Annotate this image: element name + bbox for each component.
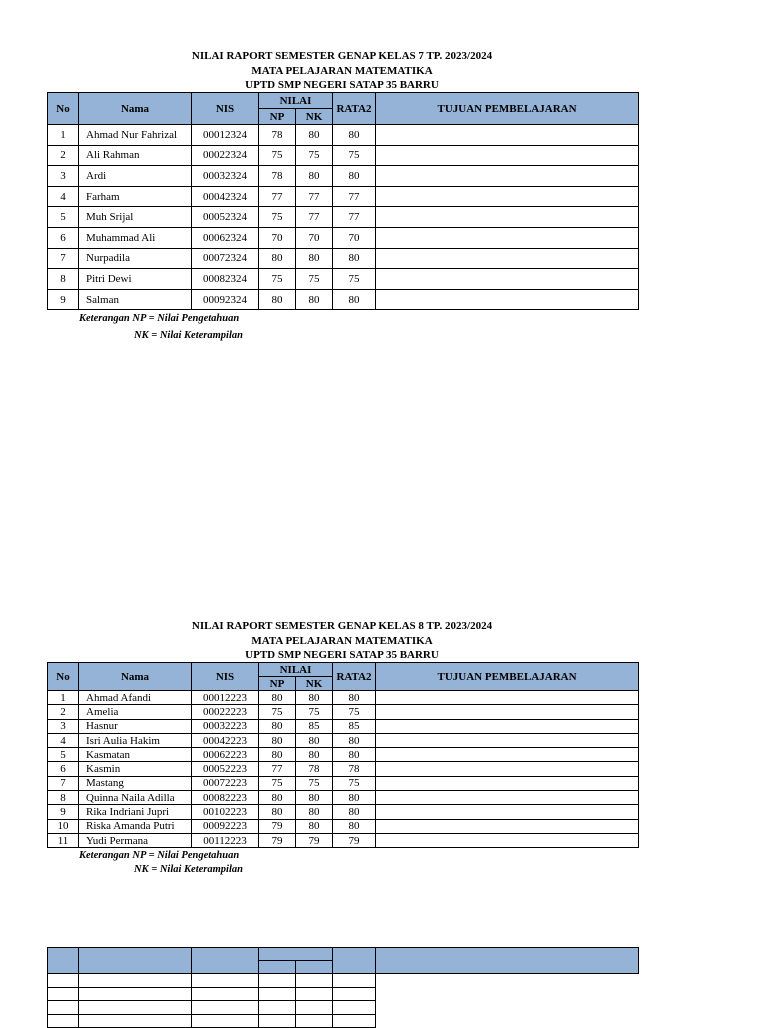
cell bbox=[48, 1001, 79, 1015]
cell-np: 78 bbox=[259, 125, 296, 146]
table-row bbox=[48, 748, 639, 762]
table-row bbox=[48, 987, 639, 1001]
cell bbox=[259, 1001, 296, 1015]
cell bbox=[376, 1001, 639, 1015]
cell-np: 78 bbox=[259, 166, 296, 187]
title-line: NILAI RAPORT SEMESTER GENAP KELAS 8 TP. 2023/2024 bbox=[191, 620, 493, 632]
cell-rata2: 80 bbox=[333, 791, 376, 805]
cell bbox=[333, 987, 376, 1001]
header-nama: Nama bbox=[79, 93, 192, 125]
cell-rata2: 70 bbox=[333, 227, 376, 248]
header-np: NP bbox=[259, 109, 296, 125]
cell-tujuan bbox=[376, 776, 639, 790]
cell-no: 7 bbox=[48, 248, 79, 269]
cell-rata2: 77 bbox=[333, 207, 376, 228]
cell-nama: Kasmatan bbox=[79, 748, 192, 762]
cell-np: 80 bbox=[259, 719, 296, 733]
cell-nk: 85 bbox=[296, 719, 333, 733]
cell-nis: 00032223 bbox=[192, 719, 259, 733]
header-cell bbox=[79, 948, 192, 974]
table-row bbox=[48, 289, 639, 310]
cell-rata2: 80 bbox=[333, 125, 376, 146]
cell-tujuan bbox=[376, 269, 639, 290]
cell-nama: Ali Rahman bbox=[79, 145, 192, 166]
cell-np: 80 bbox=[259, 791, 296, 805]
header-cell bbox=[333, 948, 376, 974]
cell-rata2: 80 bbox=[333, 248, 376, 269]
cell-nis: 00042324 bbox=[192, 186, 259, 207]
cell-nis: 00062223 bbox=[192, 748, 259, 762]
table-row bbox=[48, 125, 639, 146]
cell bbox=[192, 1014, 259, 1028]
title-kelas-8 bbox=[47, 619, 637, 663]
cell bbox=[259, 1014, 296, 1028]
table-row bbox=[48, 166, 639, 187]
title-line: MATA PELAJARAN MATEMATIKA bbox=[251, 64, 433, 77]
cell bbox=[376, 987, 639, 1001]
cell-no: 9 bbox=[48, 805, 79, 819]
title-line: UPTD SMP NEGERI SATAP 35 BARRU bbox=[245, 79, 439, 91]
cell-nis: 00102223 bbox=[192, 805, 259, 819]
cell-nk: 79 bbox=[296, 833, 333, 847]
header-tujuan: TUJUAN PEMBELAJARAN bbox=[376, 663, 639, 691]
cell-nama: Salman bbox=[79, 289, 192, 310]
cell-nama: Muhammad Ali bbox=[79, 227, 192, 248]
cell-tujuan bbox=[376, 791, 639, 805]
cell-rata2: 78 bbox=[333, 762, 376, 776]
cell-nk: 77 bbox=[296, 207, 333, 228]
cell-nama: Farham bbox=[79, 186, 192, 207]
cell-nis: 00072324 bbox=[192, 248, 259, 269]
cell-no: 7 bbox=[48, 776, 79, 790]
note-nk: NK = Nilai Keterampilan bbox=[134, 864, 243, 875]
cell bbox=[48, 1014, 79, 1028]
grade-table-kelas-7 bbox=[47, 92, 639, 310]
cell-nk: 80 bbox=[296, 748, 333, 762]
cell-nama: Ardi bbox=[79, 166, 192, 187]
cell-tujuan bbox=[376, 733, 639, 747]
cell-nama: Riska Amanda Putri bbox=[79, 819, 192, 833]
cell-nama: Isri Aulia Hakim bbox=[79, 733, 192, 747]
cell-no: 6 bbox=[48, 762, 79, 776]
title-kelas-7 bbox=[47, 49, 637, 93]
header-np: NP bbox=[259, 677, 296, 691]
table-row bbox=[48, 733, 639, 747]
cell bbox=[79, 1001, 192, 1015]
cell-tujuan bbox=[376, 748, 639, 762]
cell-nama: Amelia bbox=[79, 705, 192, 719]
cell-nk: 80 bbox=[296, 819, 333, 833]
cell-nk: 70 bbox=[296, 227, 333, 248]
cell-no: 3 bbox=[48, 166, 79, 187]
table-row bbox=[48, 762, 639, 776]
title-line: NILAI RAPORT SEMESTER GENAP KELAS 7 TP. 2023/2024 bbox=[191, 50, 493, 62]
cell-nk: 80 bbox=[296, 248, 333, 269]
table-row bbox=[48, 776, 639, 790]
cell-nis: 00112223 bbox=[192, 833, 259, 847]
cell-nk: 80 bbox=[296, 125, 333, 146]
cell-tujuan bbox=[376, 166, 639, 187]
cell-no: 5 bbox=[48, 207, 79, 228]
note-np: Keterangan NP = Nilai Pengetahuan bbox=[79, 850, 240, 861]
cell-tujuan bbox=[376, 805, 639, 819]
cell-rata2: 77 bbox=[333, 186, 376, 207]
cell-rata2: 80 bbox=[333, 166, 376, 187]
header-tujuan: TUJUAN PEMBELAJARAN bbox=[376, 93, 639, 125]
cell bbox=[333, 974, 376, 988]
cell-nis: 00082324 bbox=[192, 269, 259, 290]
cell-nk: 80 bbox=[296, 166, 333, 187]
cell-nama: Ahmad Nur Fahrizal bbox=[79, 125, 192, 146]
cell bbox=[79, 987, 192, 1001]
cell-tujuan bbox=[376, 145, 639, 166]
cell-nk: 80 bbox=[296, 791, 333, 805]
cell-np: 80 bbox=[259, 248, 296, 269]
cell bbox=[376, 1014, 639, 1028]
cell-np: 75 bbox=[259, 705, 296, 719]
cell-nk: 75 bbox=[296, 776, 333, 790]
table-row bbox=[48, 833, 639, 847]
cell-nk: 80 bbox=[296, 691, 333, 705]
cell-no: 6 bbox=[48, 227, 79, 248]
cell-nis: 00082223 bbox=[192, 791, 259, 805]
header-nk: NK bbox=[296, 109, 333, 125]
table-body bbox=[48, 974, 639, 1028]
cell-rata2: 75 bbox=[333, 145, 376, 166]
cell-nama: Rika Indriani Jupri bbox=[79, 805, 192, 819]
cell-tujuan bbox=[376, 691, 639, 705]
cell bbox=[79, 1014, 192, 1028]
cell-tujuan bbox=[376, 819, 639, 833]
table-row bbox=[48, 805, 639, 819]
table-body bbox=[48, 125, 639, 310]
title-line: UPTD SMP NEGERI SATAP 35 BARRU bbox=[245, 649, 439, 661]
cell-no: 10 bbox=[48, 819, 79, 833]
cell bbox=[192, 974, 259, 988]
cell-no: 8 bbox=[48, 269, 79, 290]
note-nk: NK = Nilai Keterampilan bbox=[134, 330, 243, 341]
cell bbox=[192, 1001, 259, 1015]
table-row bbox=[48, 719, 639, 733]
header-nk: NK bbox=[296, 677, 333, 691]
header-cell bbox=[259, 948, 333, 961]
grade-table-kelas-8 bbox=[47, 662, 639, 848]
header-no: No bbox=[48, 663, 79, 691]
cell-nama: Ahmad Afandi bbox=[79, 691, 192, 705]
cell-no: 2 bbox=[48, 705, 79, 719]
cell-rata2: 75 bbox=[333, 776, 376, 790]
cell-nis: 00022324 bbox=[192, 145, 259, 166]
table-row bbox=[48, 248, 639, 269]
cell-np: 77 bbox=[259, 186, 296, 207]
cell-tujuan bbox=[376, 833, 639, 847]
cell-no: 1 bbox=[48, 125, 79, 146]
header-nilai: NILAI bbox=[259, 93, 333, 109]
header-no: No bbox=[48, 93, 79, 125]
cell-no: 9 bbox=[48, 289, 79, 310]
cell-rata2: 80 bbox=[333, 748, 376, 762]
header-rata2: RATA2 bbox=[333, 93, 376, 125]
cell-rata2: 75 bbox=[333, 705, 376, 719]
table-row bbox=[48, 145, 639, 166]
cell-tujuan bbox=[376, 248, 639, 269]
cell-no: 4 bbox=[48, 186, 79, 207]
cell bbox=[192, 987, 259, 1001]
cell bbox=[296, 1001, 333, 1015]
cell-nk: 77 bbox=[296, 186, 333, 207]
cell-tujuan bbox=[376, 762, 639, 776]
cell-tujuan bbox=[376, 125, 639, 146]
cell-rata2: 80 bbox=[333, 289, 376, 310]
cell-tujuan bbox=[376, 289, 639, 310]
cell-np: 75 bbox=[259, 207, 296, 228]
cell bbox=[259, 974, 296, 988]
cell-nama: Muh Srijal bbox=[79, 207, 192, 228]
cell-nama: Hasnur bbox=[79, 719, 192, 733]
cell-nis: 00052324 bbox=[192, 207, 259, 228]
cell-np: 70 bbox=[259, 227, 296, 248]
cell-no: 1 bbox=[48, 691, 79, 705]
cell-rata2: 80 bbox=[333, 691, 376, 705]
header-cell bbox=[48, 948, 79, 974]
header-cell bbox=[192, 948, 259, 974]
table-row bbox=[48, 186, 639, 207]
table-row bbox=[48, 227, 639, 248]
cell-rata2: 80 bbox=[333, 805, 376, 819]
cell-nama: Nurpadila bbox=[79, 248, 192, 269]
cell-nis: 00052223 bbox=[192, 762, 259, 776]
cell-nk: 80 bbox=[296, 805, 333, 819]
cell-rata2: 79 bbox=[333, 833, 376, 847]
table-body bbox=[48, 691, 639, 848]
header-nama: Nama bbox=[79, 663, 192, 691]
cell bbox=[259, 987, 296, 1001]
cell-no: 11 bbox=[48, 833, 79, 847]
cell-np: 80 bbox=[259, 748, 296, 762]
cell-no: 4 bbox=[48, 733, 79, 747]
cell bbox=[333, 1001, 376, 1015]
table-row bbox=[48, 1014, 639, 1028]
header-nis: NIS bbox=[192, 663, 259, 691]
cell-np: 80 bbox=[259, 805, 296, 819]
cell-nis: 00012223 bbox=[192, 691, 259, 705]
cell-nis: 00012324 bbox=[192, 125, 259, 146]
cell-nk: 80 bbox=[296, 733, 333, 747]
cell-nis: 00072223 bbox=[192, 776, 259, 790]
cell-tujuan bbox=[376, 705, 639, 719]
cell bbox=[48, 974, 79, 988]
cell-no: 2 bbox=[48, 145, 79, 166]
header-nilai: NILAI bbox=[259, 663, 333, 677]
table-row bbox=[48, 207, 639, 228]
cell-nis: 00062324 bbox=[192, 227, 259, 248]
empty-grade-table bbox=[47, 947, 639, 1028]
cell-tujuan bbox=[376, 207, 639, 228]
cell-np: 80 bbox=[259, 733, 296, 747]
table-row bbox=[48, 1001, 639, 1015]
cell-nk: 75 bbox=[296, 705, 333, 719]
cell-rata2: 80 bbox=[333, 733, 376, 747]
cell-rata2: 80 bbox=[333, 819, 376, 833]
cell-nama: Yudi Permana bbox=[79, 833, 192, 847]
cell-no: 5 bbox=[48, 748, 79, 762]
cell-no: 3 bbox=[48, 719, 79, 733]
header-rata2: RATA2 bbox=[333, 663, 376, 691]
cell-rata2: 85 bbox=[333, 719, 376, 733]
cell-nama: Mastang bbox=[79, 776, 192, 790]
cell-nk: 75 bbox=[296, 269, 333, 290]
cell-nama: Quinna Naila Adilla bbox=[79, 791, 192, 805]
cell-no: 8 bbox=[48, 791, 79, 805]
title-line: MATA PELAJARAN MATEMATIKA bbox=[251, 634, 433, 647]
cell bbox=[79, 974, 192, 988]
cell-nis: 00092223 bbox=[192, 819, 259, 833]
table-row bbox=[48, 791, 639, 805]
header-cell bbox=[296, 961, 333, 974]
table-row bbox=[48, 974, 639, 988]
cell bbox=[296, 974, 333, 988]
cell-np: 80 bbox=[259, 691, 296, 705]
cell bbox=[333, 1014, 376, 1028]
cell-nis: 00042223 bbox=[192, 733, 259, 747]
cell-nk: 78 bbox=[296, 762, 333, 776]
cell-nk: 80 bbox=[296, 289, 333, 310]
table-row bbox=[48, 691, 639, 705]
cell bbox=[48, 987, 79, 1001]
cell-tujuan bbox=[376, 186, 639, 207]
cell-np: 79 bbox=[259, 819, 296, 833]
cell-nama: Kasmin bbox=[79, 762, 192, 776]
cell-np: 80 bbox=[259, 289, 296, 310]
table-row bbox=[48, 269, 639, 290]
cell bbox=[376, 974, 639, 988]
header-cell bbox=[259, 961, 296, 974]
header-cell bbox=[376, 948, 639, 974]
cell-tujuan bbox=[376, 227, 639, 248]
cell-nama: Pitri Dewi bbox=[79, 269, 192, 290]
cell bbox=[296, 1014, 333, 1028]
cell-nk: 75 bbox=[296, 145, 333, 166]
cell-np: 77 bbox=[259, 762, 296, 776]
cell-np: 75 bbox=[259, 145, 296, 166]
cell bbox=[296, 987, 333, 1001]
header-nis: NIS bbox=[192, 93, 259, 125]
cell-nis: 00092324 bbox=[192, 289, 259, 310]
cell-rata2: 75 bbox=[333, 269, 376, 290]
cell-np: 79 bbox=[259, 833, 296, 847]
table-row bbox=[48, 819, 639, 833]
table-row bbox=[48, 705, 639, 719]
cell-nis: 00032324 bbox=[192, 166, 259, 187]
cell-np: 75 bbox=[259, 269, 296, 290]
note-np: Keterangan NP = Nilai Pengetahuan bbox=[79, 313, 240, 324]
cell-np: 75 bbox=[259, 776, 296, 790]
cell-tujuan bbox=[376, 719, 639, 733]
cell-nis: 00022223 bbox=[192, 705, 259, 719]
